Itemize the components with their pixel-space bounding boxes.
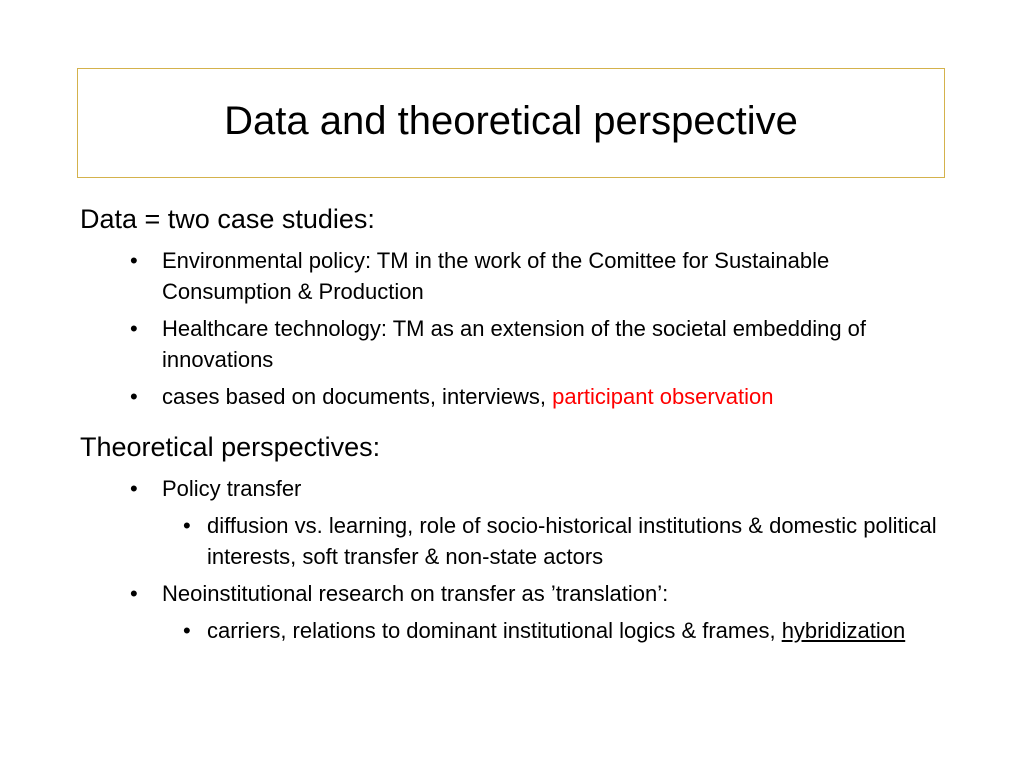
slide-title-box bbox=[77, 68, 945, 178]
bullet-icon: • bbox=[130, 476, 138, 501]
underlined-text: hybridization bbox=[781, 618, 906, 643]
bullet-icon: • bbox=[130, 581, 138, 606]
data-bullet-list bbox=[80, 245, 950, 412]
slide-body bbox=[80, 202, 950, 646]
list-item bbox=[130, 245, 950, 307]
list-item-text: Policy transfer bbox=[162, 476, 302, 501]
slide-title: Data and theoretical perspective bbox=[224, 99, 798, 143]
sub-list-item-text: diffusion vs. learning, role of socio-historical institutions & domestic political interests, soft transfer & non-state actors bbox=[207, 513, 937, 569]
bullet-icon: • bbox=[130, 248, 138, 273]
sub-bullet-list bbox=[162, 615, 950, 646]
bullet-icon: • bbox=[183, 513, 191, 538]
sub-list-item-text: carriers, relations to dominant institutional logics & frames, bbox=[207, 618, 782, 643]
section-heading-data: Data = two case studies: bbox=[80, 204, 375, 234]
theory-bullet-list bbox=[80, 473, 950, 646]
list-item-text: Healthcare technology: TM as an extension of the societal embedding of innovations bbox=[162, 316, 867, 372]
section-heading-theory: Theoretical perspectives: bbox=[80, 432, 381, 462]
list-item bbox=[130, 578, 950, 646]
sub-list-item bbox=[183, 615, 950, 646]
list-item-text: Neoinstitutional research on transfer as ’translation’: bbox=[162, 581, 669, 606]
list-item bbox=[130, 381, 950, 412]
list-item-text: cases based on documents, interviews, bbox=[162, 384, 553, 409]
bullet-icon: • bbox=[130, 384, 138, 409]
list-item bbox=[130, 473, 950, 572]
list-item bbox=[130, 313, 950, 375]
sub-list-item bbox=[183, 510, 950, 572]
bullet-icon: • bbox=[183, 618, 191, 643]
sub-bullet-list bbox=[162, 510, 950, 572]
bullet-icon: • bbox=[130, 316, 138, 341]
list-item-text: Environmental policy: TM in the work of the Comittee for Sustainable Consumption & Production bbox=[162, 248, 830, 304]
highlighted-text: participant observation bbox=[552, 384, 774, 409]
